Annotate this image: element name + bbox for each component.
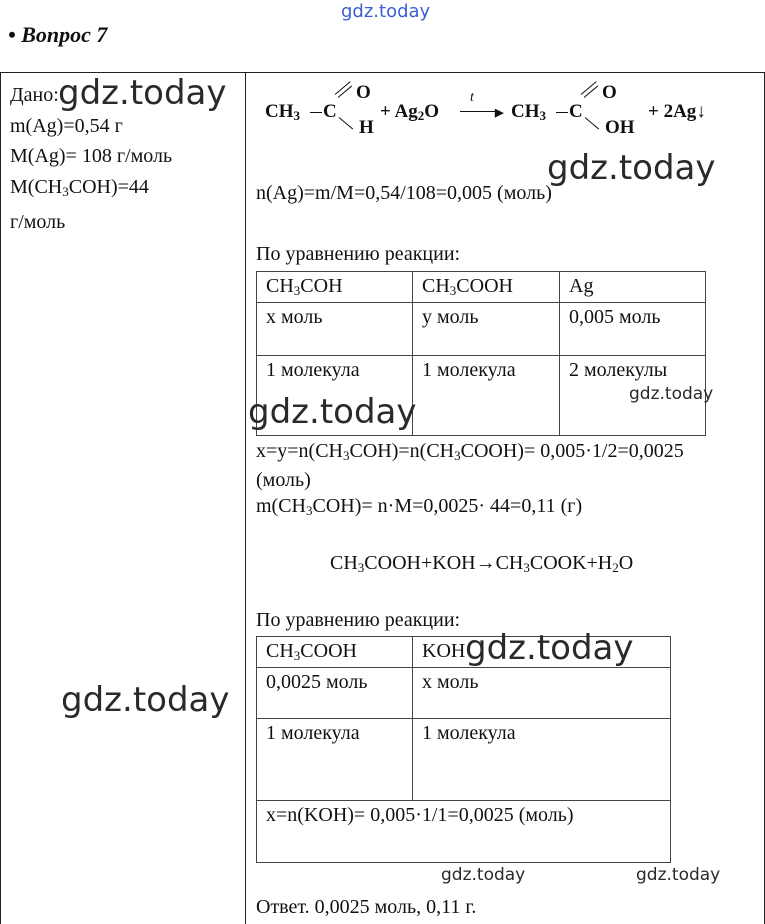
given-line: $M(CH_3COH)=44$	[10, 175, 149, 199]
table-cell: x моль	[257, 303, 413, 356]
n-ag-calculation: n(Ag)=m/M=0,54/108=0,005 (моль)	[256, 182, 552, 204]
table-cell: 0,005 моль	[560, 303, 706, 356]
table-header: $CH_3COH$	[257, 272, 413, 303]
watermark: gdz.today	[248, 392, 417, 432]
calc-line-1-cont: (моль)	[256, 469, 311, 491]
watermark: gdz.today	[636, 865, 721, 885]
watermark: gdz.today	[61, 680, 230, 720]
watermark: gdz.today	[441, 865, 526, 885]
reactant-o: O	[356, 82, 371, 103]
question-title: • Вопрос 7	[8, 22, 108, 47]
table-cell: 0,0025 моль	[257, 668, 413, 719]
watermark: gdz.today	[465, 628, 634, 668]
given-line: m(Ag)=0,54 г	[10, 114, 123, 137]
reactant-c: C	[323, 101, 337, 122]
table-cell: 1 молекула	[257, 356, 413, 436]
given-label: Дано:	[10, 84, 59, 106]
calc-line-1: $x=y=n(CH_3COH)=n(CH_3COOH)= 0,005\cdot 1/2=0,0025$	[256, 440, 684, 463]
ratio-table-2	[256, 636, 671, 863]
watermark: gdz.today	[629, 384, 714, 404]
given-line: г/моль	[10, 211, 66, 233]
table-cell: y моль	[413, 303, 560, 356]
reactant-h: H	[359, 117, 374, 138]
reaction-equation-2: $CH_3COOH+KOH\to CH_3COOK+H_2O$	[330, 552, 634, 575]
product-ag: + 2Ag	[648, 101, 697, 122]
table-cell: 1 молекула	[413, 356, 560, 436]
column-divider	[245, 72, 246, 924]
watermark-top: gdz.today	[341, 1, 431, 22]
answer: Ответ. 0,0025 моль, 0,11 г.	[256, 896, 477, 918]
by-equation-label-2: По уравнению реакции:	[256, 609, 461, 631]
given-line: M(Ag)= 108 г/моль	[10, 145, 173, 167]
watermark: gdz.today	[547, 148, 716, 188]
table-cell: 1 молекула	[257, 719, 413, 801]
reactant-ch: CH	[265, 101, 294, 122]
table-header: $CH_3COOH$	[413, 272, 560, 303]
product-ch: CH	[511, 101, 540, 122]
condition-t: t	[470, 90, 474, 105]
product-oh: OH	[605, 117, 635, 138]
table-header: $CH_3COOH$	[257, 637, 413, 668]
watermark: gdz.today	[58, 73, 227, 113]
table-cell: 2 молекулы	[560, 356, 706, 436]
by-equation-label-1: По уравнению реакции:	[256, 243, 461, 265]
reaction-equation-1: $CH_3$ C O H + $Ag_2O$ t ▶ $CH_3$ C O OH + 2Ag↓	[265, 82, 706, 138]
product-o: O	[602, 82, 617, 103]
table-header: Ag	[560, 272, 706, 303]
table-header: KOH	[413, 637, 671, 668]
table-cell: x моль	[413, 668, 671, 719]
table-cell: 1 молекула	[413, 719, 671, 801]
table-result-row: x=n(KOH)= 0,005·1/1=0,0025 (моль)	[257, 801, 671, 863]
calc-line-2: $m(CH_3COH)= n\cdot M=0,0025\cdot 44=0,11$ (г)	[256, 495, 583, 518]
